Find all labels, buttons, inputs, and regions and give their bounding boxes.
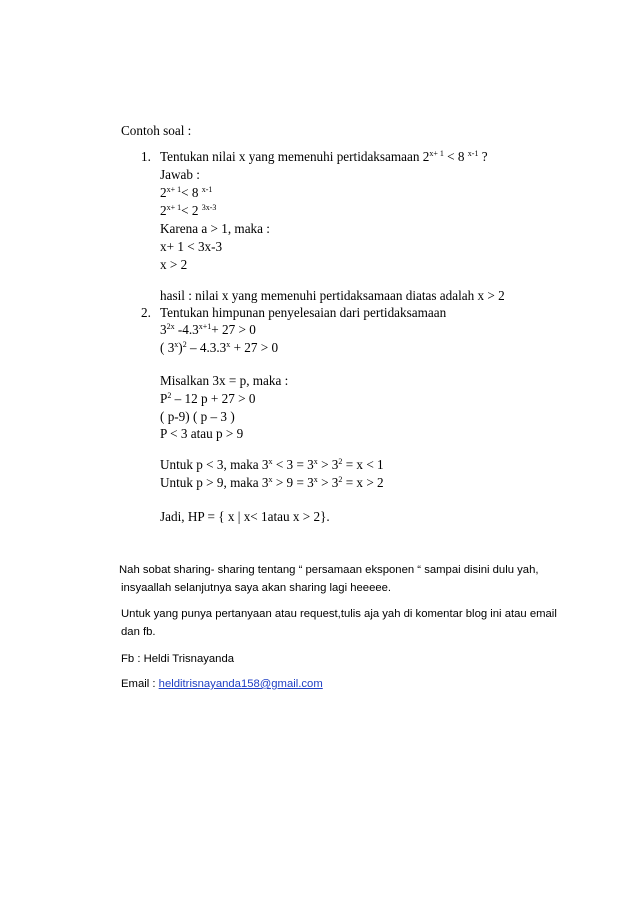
contact-paragraph-line-1: Untuk yang punya pertanyaan atau request,tulis aja yah di komentar blog ini atau email: [121, 608, 557, 620]
q2-question: Tentukan himpunan penyelesaian dari pertidaksamaan: [160, 305, 447, 320]
email-contact: [121, 679, 323, 690]
q1-step-line-1: $2^{x+ 1}< 8$ $^{x-1}$: [160, 185, 213, 200]
email-link[interactable]: helditrisnayanda158@gmail.com: [158, 678, 323, 690]
contact-paragraph-line-2: dan fb.: [121, 626, 156, 638]
q1-question: Tentukan nilai x yang memenuhi pertidaksamaan $2^{x+ 1} < 8$ $^{x-1}$ ?: [160, 149, 488, 164]
q2-case-2: Untuk p > 9, maka $3^x > 9 = 3^x > 3^2 = x > 2$: [160, 475, 384, 490]
closing-paragraph-line-1: Nah sobat sharing- sharing tentang “ persamaan eksponen “ sampai disini dulu yah,: [119, 564, 539, 576]
email-label: Email :: [121, 678, 159, 690]
q2-factored: ( p-9) ( p – 3 ): [160, 409, 235, 424]
q2-number: 2.: [141, 305, 151, 320]
q1-step-inequality: x+ 1 < 3x-3: [160, 239, 223, 254]
q1-number: 1.: [141, 149, 151, 164]
q2-substitution: Misalkan 3x = p, maka :: [160, 373, 289, 388]
q2-p-solution: P < 3 atau p > 9: [160, 426, 244, 441]
q2-case-1: Untuk p < 3, maka $3^x < 3 = 3^x > 3^2 = x < 1$: [160, 457, 384, 472]
facebook-contact: Fb : Heldi Trisnayanda: [121, 653, 235, 665]
q1-step-line-2: $2^{x+ 1}< 2$ $^{3x-3}$: [160, 203, 217, 218]
q2-quadratic: $P^2 - 12$ p + 27 > 0: [160, 391, 256, 406]
q1-conclusion: hasil : nilai x yang memenuhi pertidaksamaan diatas adalah x > 2: [160, 288, 505, 303]
q1-step-result: x > 2: [160, 257, 188, 272]
q1-answer-label: Jawab :: [160, 167, 200, 182]
example-heading: Contoh soal :: [121, 123, 192, 138]
closing-paragraph-line-2: insyaallah selanjutnya saya akan sharing lagi heeeee.: [121, 582, 392, 594]
q2-inequality-1: $3^{2x}$ $-4.3^{x+1}+ 27 > 0$: [160, 322, 256, 337]
q2-inequality-2: ( $3^x)^2 - 4.3.3^x + 27 > 0$: [160, 340, 279, 355]
q1-reason: Karena a > 1, maka :: [160, 221, 270, 236]
q2-final-answer: Jadi, HP = { x | x< 1atau x > 2}.: [160, 509, 330, 524]
